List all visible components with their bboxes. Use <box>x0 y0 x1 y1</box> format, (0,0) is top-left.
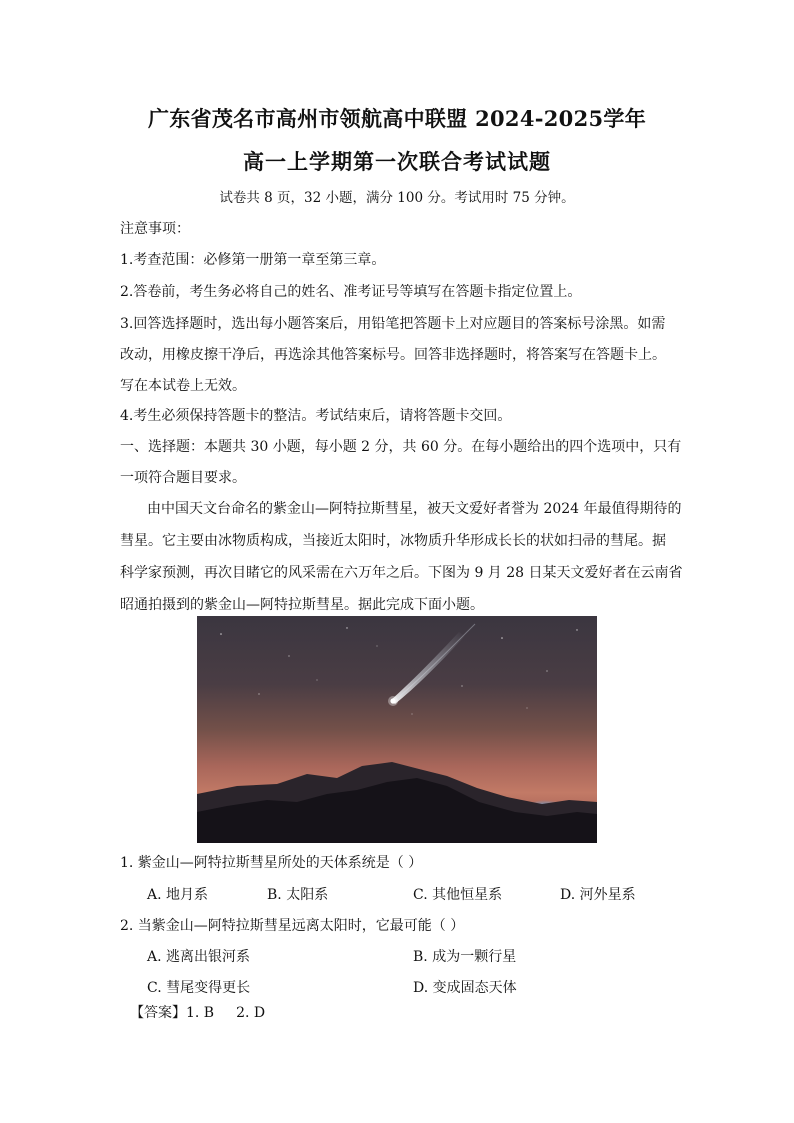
notice-item-2: 2.答卷前，考生务必将自己的姓名、准考证号等填写在答题卡指定位置上。 <box>120 284 582 300</box>
notice-item-1: 1.考查范围：必修第一册第一章至第三章。 <box>120 252 386 268</box>
notice-item-3-line3: 写在本试卷上无效。 <box>120 378 246 394</box>
passage-line3: 科学家预测，再次目睹它的风采需在六万年之后。下图为 9 月 28 日某天文爱好者在云南省 <box>120 565 683 581</box>
question-1-option-a[interactable]: A. 地月系 <box>147 887 209 903</box>
question-2-option-a[interactable]: A. 逃离出银河系 <box>147 949 251 965</box>
passage-line4: 昭通拍摄到的紫金山—阿特拉斯彗星。据此完成下面小题。 <box>120 597 484 613</box>
answer-label: 【答案】 <box>130 1005 186 1021</box>
question-1-stem: 1. 紫金山—阿特拉斯彗星所处的天体系统是（ ） <box>120 855 423 871</box>
answer-line <box>130 1002 265 1022</box>
question-1-option-d[interactable]: D. 河外星系 <box>560 887 636 903</box>
passage-line1: 由中国天文台命名的紫金山—阿特拉斯彗星，被天文爱好者誉为 2024 年最值得期待的 <box>147 501 682 517</box>
exam-title-line1: 广东省茂名市高州市领航高中联盟 2024-2025学年 <box>147 106 647 131</box>
notice-item-3-line2: 改动，用橡皮擦干净后，再选涂其他答案标号。回答非选择题时，将答案写在答题卡上。 <box>120 347 666 363</box>
answer-2: 2. D <box>236 1005 266 1021</box>
question-2-stem: 2. 当紫金山—阿特拉斯彗星远离太阳时，它最可能（ ） <box>120 918 465 934</box>
exam-title-line2: 高一上学期第一次联合考试试题 <box>243 149 551 174</box>
question-1-option-b[interactable]: B. 太阳系 <box>267 887 329 903</box>
question-2-option-d[interactable]: D. 变成固态天体 <box>413 980 517 996</box>
passage-line2: 彗星。它主要由冰物质构成，当接近太阳时，冰物质升华形成长长的状如扫帚的彗尾。据 <box>120 533 666 549</box>
notice-heading: 注意事项： <box>120 221 190 237</box>
notice-item-4: 4.考生必须保持答题卡的整洁。考试结束后，请将答题卡交回。 <box>120 408 512 424</box>
notice-item-3-line1: 3.回答选择题时，选出每小题答案后，用铅笔把答题卡上对应题目的答案标号涂黑。如需 <box>120 316 666 332</box>
question-2-option-c[interactable]: C. 彗尾变得更长 <box>147 980 251 996</box>
section-heading-line1: 一、选择题：本题共 30 小题，每小题 2 分，共 60 分。在每小题给出的四个选项中，只有 <box>120 439 682 455</box>
section-heading-line2: 一项符合题目要求。 <box>120 470 246 486</box>
question-1-option-c[interactable]: C. 其他恒星系 <box>413 887 503 903</box>
exam-meta: 试卷共 8 页，32 小题，满分 100 分。考试用时 75 分钟。 <box>219 190 575 206</box>
answer-1: 1. B <box>186 1005 215 1021</box>
question-2-option-b[interactable]: B. 成为一颗行星 <box>413 949 517 965</box>
comet-photo <box>197 616 597 843</box>
